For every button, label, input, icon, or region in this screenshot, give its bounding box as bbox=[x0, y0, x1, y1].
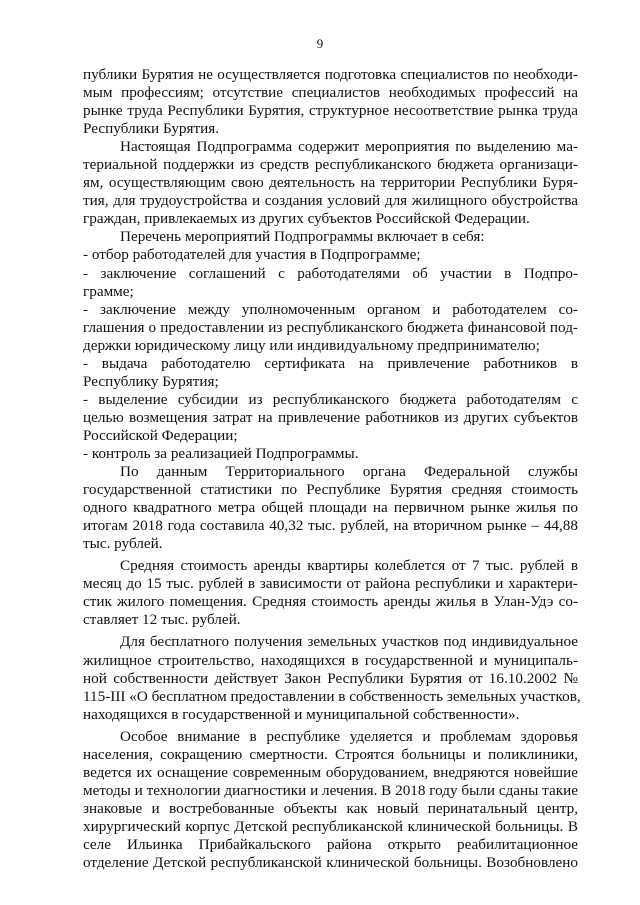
text-line: населения, сокращению смертности. Строятся больницы и поликлиники, bbox=[83, 745, 578, 763]
page-number: 9 bbox=[316, 36, 324, 51]
paragraph bbox=[83, 355, 578, 391]
text-line: По данным Территориального органа Федеральной службы bbox=[120, 463, 578, 481]
text-line: тыс. рублей. bbox=[83, 535, 163, 553]
paragraph bbox=[83, 463, 578, 553]
text-line: - заключение между уполномоченным органом и работодателем со- bbox=[83, 300, 578, 318]
text-line: ной собственности действует Закон Республики Бурятия от 16.10.2002 № bbox=[83, 669, 578, 687]
paragraph bbox=[83, 228, 578, 246]
text-line: одного квадратного метра общей площади на первичном рынке жилья по bbox=[83, 499, 578, 517]
text-line: держки юридическому лицу или индивидуальному предпринимателю; bbox=[83, 336, 540, 354]
paragraph bbox=[83, 728, 578, 872]
text-line: 115-III «О бесплатном предоставлении в собственность земельных участков, bbox=[83, 687, 581, 705]
text-line: мым профессиям; отсутствие специалистов необходимых профессий на bbox=[83, 84, 578, 102]
text-line: - выдача работодателю сертификата на привлечение работников в bbox=[83, 354, 578, 372]
text-line: публики Бурятия не осуществляется подготовка специалистов по необходи- bbox=[83, 66, 578, 83]
text-line: - отбор работодателей для участия в Подпрограмме; bbox=[83, 246, 421, 264]
text-line: Республику Бурятия; bbox=[83, 372, 219, 390]
text-line: - выделение субсидии из республиканского бюджета работодателям с bbox=[83, 390, 578, 408]
text-line: находящихся в государственной и муниципальной собственности». bbox=[83, 705, 520, 723]
paragraph bbox=[83, 301, 578, 355]
paragraph bbox=[83, 633, 581, 723]
paragraph bbox=[83, 138, 578, 228]
text-line: Настоящая Подпрограмма содержит мероприятия по выделению ма- bbox=[120, 138, 578, 156]
text-line: селе Ильинка Прибайкальского района открыто реабилитационное bbox=[83, 835, 578, 853]
text-line: целью возмещения затрат на привлечение работников из других субъектов bbox=[83, 408, 578, 426]
document-body bbox=[83, 66, 581, 872]
text-line: месяц до 15 тыс. рублей в зависимости от района республики и характери- bbox=[83, 575, 578, 593]
text-line: стик жилого помещения. Средняя стоимость аренды жилья в Улан-Удэ со- bbox=[83, 593, 578, 611]
text-line: териальной поддержки из средств республиканского бюджета организаци- bbox=[83, 156, 578, 174]
text-line: тия, для трудоустройства и создания условий для жилищного обустройства bbox=[83, 192, 578, 210]
text-line: Особое внимание в республике уделяется и проблемам здоровья bbox=[120, 727, 578, 745]
paragraph bbox=[83, 445, 578, 463]
text-line: ставляет 12 тыс. рублей. bbox=[83, 611, 241, 629]
text-line: Российской Федерации; bbox=[83, 426, 238, 444]
paragraph bbox=[83, 391, 578, 445]
text-line: методы и технологии диагностики и лечения. В 2018 году были сданы такие bbox=[83, 781, 578, 799]
text-line: Средняя стоимость аренды квартиры колеблется от 7 тыс. рублей в bbox=[120, 557, 578, 575]
text-line: - контроль за реализацией Подпрограммы. bbox=[83, 444, 359, 462]
text-line: глашения о предоставлении из республиканского бюджета финансовой под- bbox=[83, 318, 578, 336]
paragraph bbox=[83, 246, 578, 264]
text-line: грамме; bbox=[83, 282, 134, 300]
text-line: Республики Бурятия. bbox=[83, 120, 220, 138]
text-line: итогам 2018 года составила 40,32 тыс. рублей, на вторичном рынке – 44,88 bbox=[83, 517, 578, 535]
text-line: ведется их оснащение современным оборудованием, внедряются новейшие bbox=[83, 763, 578, 781]
text-line: граждан, привлекаемых из других субъектов Российской Федерации. bbox=[83, 210, 530, 228]
text-line: Для бесплатного получения земельных участков под индивидуальное bbox=[120, 633, 578, 651]
text-line: жилищное строительство, находящихся в государственной и муниципаль- bbox=[83, 651, 578, 669]
paragraph bbox=[83, 66, 578, 138]
text-line: ям, осуществляющим свою деятельность на территории Республики Буря- bbox=[83, 174, 578, 192]
text-line: государственной статистики по Республике Бурятия средняя стоимость bbox=[83, 481, 578, 499]
text-line: Перечень мероприятий Подпрограммы включает в себя: bbox=[120, 228, 485, 246]
text-line: отделение Детской республиканской клинической больницы. Возобновлено bbox=[83, 854, 578, 872]
paragraph bbox=[83, 557, 578, 629]
text-line: рынке труда Республики Бурятия, структурное несоответствие рынка труда bbox=[83, 102, 578, 120]
text-line: - заключение соглашений с работодателями об участии в Подпро- bbox=[83, 264, 578, 282]
paragraph bbox=[83, 265, 578, 301]
text-line: хирургический корпус Детской республиканской клинической больницы. В bbox=[83, 817, 578, 835]
text-line: знаковые и востребованные объекты как новый перинатальный центр, bbox=[83, 799, 578, 817]
